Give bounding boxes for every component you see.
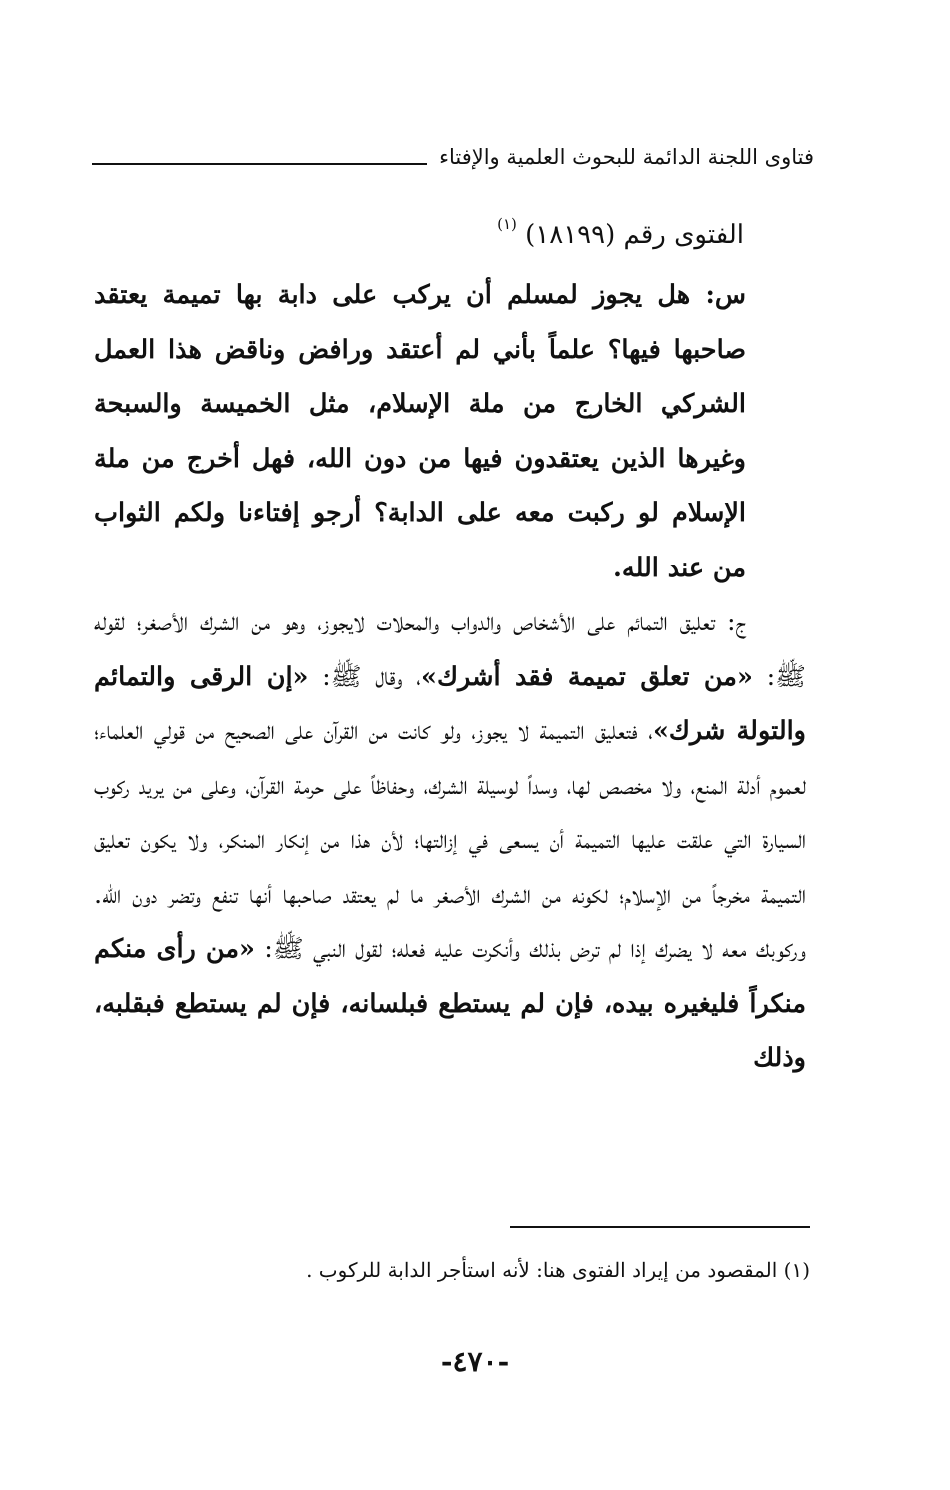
footnote: (١) المقصود من إيراد الفتوى هنا: لأنه استأجر الدابة للركوب . <box>306 1258 810 1282</box>
hadith-quote-1: «من تعلق تميمة فقد أشرك» <box>421 661 753 692</box>
question-paragraph: س: هل يجوز لمسلم أن يركب على دابة بها تميمة يعتقد صاحبها فيها؟ علماً بأني لم أعتقد ورافض وناقض هذا العمل الشركي الخارج من ملة الإسلام، مثل الخميسة والسبحة وغيرها الذين يعتقدون فيها من دون الله، فهل أخرج من ملة الإسلام لو ركبت معه على الدابة؟ أرجو إفتاءنا ولكم الثواب من عند الله. <box>94 280 746 583</box>
answer-text-2: ، وقال ﷺ: <box>308 661 422 692</box>
fatwa-heading <box>204 202 744 257</box>
header-rule <box>92 163 427 165</box>
answer-paragraph <box>94 595 806 1086</box>
answer-text-1: ج: تعليق التمائم على الأشخاص والدواب والمحلات لايجوز، وهو من الشرك الأصغر؛ لقوله ﷺ: <box>94 607 806 692</box>
answer-text-3: ، فتعليق التميمة لا يجوز، ولو كانت من القرآن على الصحيح من قولي العلماء؛ لعموم أدلة المنع، ولا مخصص لها، وسداً لوسيلة الشرك، وحفاظاً على حرمة القرآن، وعلى من يريد ركوب السيارة التي علقت عليها التميمة أن يسعى في إزالتها؛ لأن هذا من إنكار المنكر، ولا يكون تعليق التميمة مخرجاً من الإسلام؛ لكونه من الشرك الأصغر ما لم يعتقد صاحبها أنها تنفع وتضر دون الله. وركوبك معه لا يضرك إذا لم ترض بذلك وأنكرت عليه فعله؛ لقول النبي ﷺ: <box>94 716 807 964</box>
footnote-separator <box>510 1226 810 1228</box>
footnote-reference: (١) <box>497 215 517 233</box>
fatwa-body <box>94 268 806 1086</box>
hadith-quote-2: «إن الرقى والتمائم والتولة شرك» <box>94 661 806 746</box>
page-number: -٤٧٠- <box>440 1345 510 1378</box>
fatwa-number-label: الفتوى رقم (١٨١٩٩) <box>525 220 744 250</box>
running-title: فتاوى اللجنة الدائمة للبحوث العلمية والإفتاء <box>439 145 814 169</box>
hadith-quote-3: «من رأى منكم منكراً فليغيره بيده، فإن لم يستطع فبلسانه، فإن لم يستطع فبقلبه، وذلك <box>94 934 806 1073</box>
running-header <box>92 128 814 168</box>
